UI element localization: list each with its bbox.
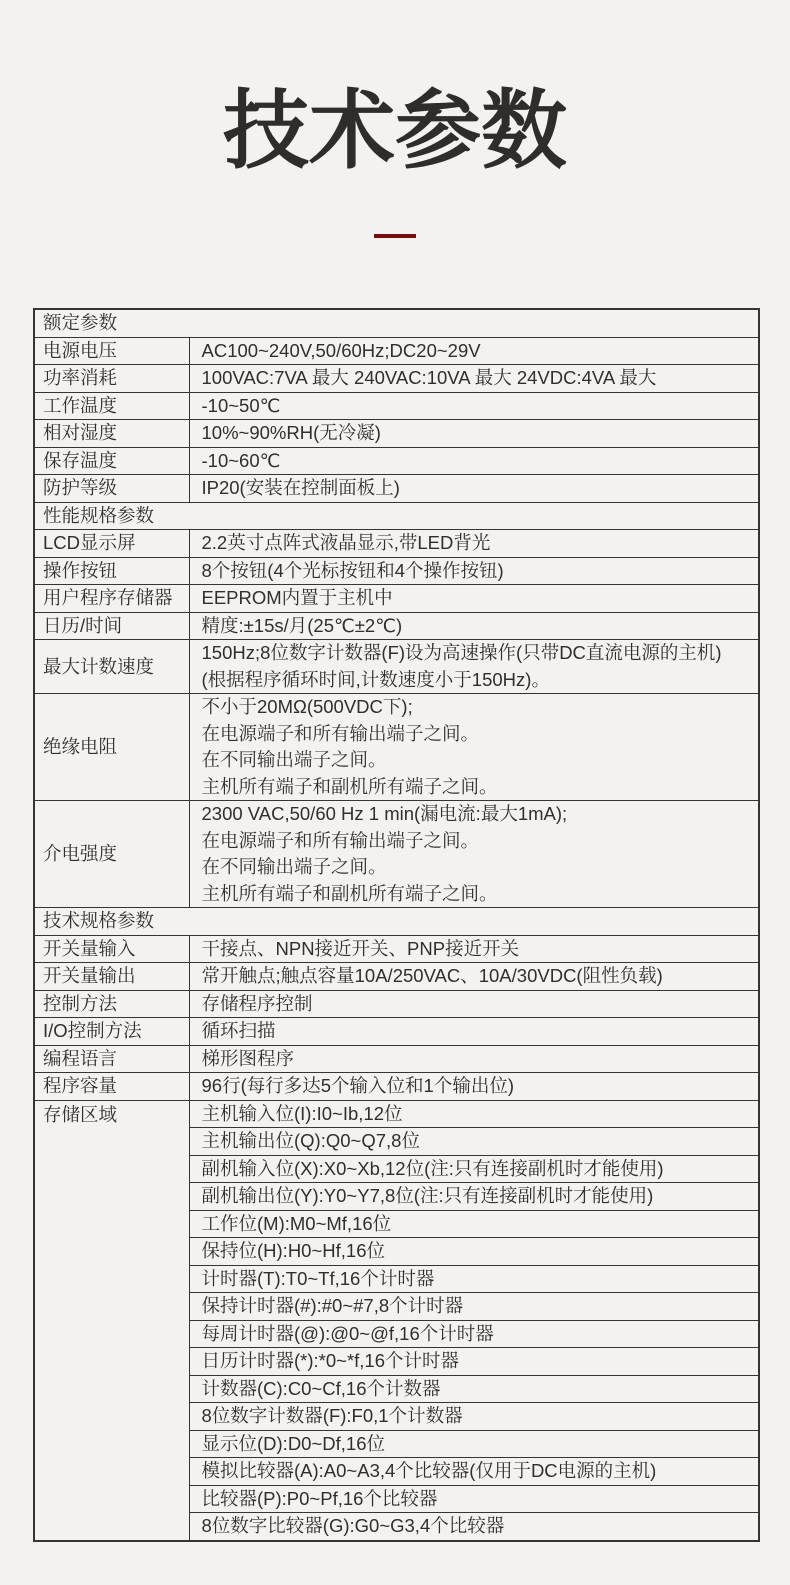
spec-value bbox=[189, 801, 759, 908]
spec-value bbox=[189, 365, 759, 393]
table-row bbox=[34, 420, 759, 448]
spec-label: 介电强度 bbox=[34, 801, 189, 908]
spec-value-line: 不小于20MΩ(500VDC下); bbox=[201, 696, 413, 718]
table-row bbox=[34, 990, 759, 1018]
spec-value bbox=[189, 694, 759, 801]
spec-label: 控制方法 bbox=[34, 990, 189, 1018]
table-row bbox=[34, 1100, 759, 1128]
spec-label: 编程语言 bbox=[34, 1045, 189, 1073]
spec-value bbox=[189, 963, 759, 991]
table-row bbox=[34, 801, 759, 908]
table-row bbox=[34, 963, 759, 991]
storage-item: 计时器(T):T0~Tf,16个计时器 bbox=[189, 1265, 759, 1293]
spec-value bbox=[189, 1018, 759, 1046]
table-row bbox=[34, 1045, 759, 1073]
section-header: 性能规格参数 bbox=[34, 502, 759, 530]
table-row bbox=[34, 447, 759, 475]
specs-table-body bbox=[34, 309, 759, 1541]
spec-value bbox=[189, 1045, 759, 1073]
storage-item: 显示位(D):D0~Df,16位 bbox=[189, 1430, 759, 1458]
spec-value-line: 精度:±15s/月(25℃±2℃) bbox=[201, 614, 403, 636]
spec-value bbox=[189, 420, 759, 448]
storage-item: 保持位(H):H0~Hf,16位 bbox=[189, 1238, 759, 1266]
spec-value-line: -10~60℃ bbox=[201, 449, 281, 471]
table-row bbox=[34, 640, 759, 694]
spec-value bbox=[189, 475, 759, 503]
spec-value bbox=[189, 990, 759, 1018]
spec-label: 程序容量 bbox=[34, 1073, 189, 1101]
spec-value-line: 10%~90%RH(无冷凝) bbox=[201, 422, 381, 444]
table-row bbox=[34, 365, 759, 393]
table-row bbox=[34, 475, 759, 503]
spec-label: 开关量输入 bbox=[34, 935, 189, 963]
storage-item: 8位数字计数器(F):F0,1个计数器 bbox=[189, 1403, 759, 1431]
spec-value-line: 主机所有端子和副机所有端子之间。 bbox=[201, 882, 498, 904]
storage-item: 每周计时器(@):@0~@f,16个计时器 bbox=[189, 1320, 759, 1348]
spec-label: 保存温度 bbox=[34, 447, 189, 475]
spec-label: 用户程序存储器 bbox=[34, 585, 189, 613]
table-row bbox=[34, 1073, 759, 1101]
spec-label: 工作温度 bbox=[34, 392, 189, 420]
table-row bbox=[34, 694, 759, 801]
spec-value-line: 150Hz;8位数字计数器(F)设为高速操作(只带DC直流电源的主机) bbox=[201, 642, 722, 664]
table-row bbox=[34, 585, 759, 613]
page-title: 技术参数 bbox=[223, 83, 567, 179]
spec-value bbox=[189, 447, 759, 475]
spec-label: 开关量输出 bbox=[34, 963, 189, 991]
spec-value-line: 干接点、NPN接近开关、PNP接近开关 bbox=[201, 937, 520, 959]
storage-item: 模拟比较器(A):A0~A3,4个比较器(仅用于DC电源的主机) bbox=[189, 1458, 759, 1486]
table-row bbox=[34, 935, 759, 963]
table-row bbox=[34, 1018, 759, 1046]
spec-value-line: 在电源端子和所有输出端子之间。 bbox=[201, 722, 480, 744]
spec-value bbox=[189, 1073, 759, 1101]
storage-item: 日历计时器(*):*0~*f,16个计时器 bbox=[189, 1348, 759, 1376]
spec-value-line: 2.2英寸点阵式液晶显示,带LED背光 bbox=[201, 532, 491, 554]
spec-label: 相对湿度 bbox=[34, 420, 189, 448]
section-row bbox=[34, 309, 759, 337]
spec-label: 日历/时间 bbox=[34, 612, 189, 640]
storage-item: 保持计时器(#):#0~#7,8个计时器 bbox=[189, 1293, 759, 1321]
spec-value-line: 循环扫描 bbox=[201, 1020, 276, 1042]
spec-label: LCD显示屏 bbox=[34, 530, 189, 558]
spec-value-line: EEPROM内置于主机中 bbox=[201, 587, 393, 609]
spec-value-line: 在电源端子和所有输出端子之间。 bbox=[201, 829, 480, 851]
spec-value-line: AC100~240V,50/60Hz;DC20~29V bbox=[201, 339, 481, 361]
table-row bbox=[34, 392, 759, 420]
spec-value-line: 常开触点;触点容量10A/250VAC、10A/30VDC(阻性负载) bbox=[201, 965, 663, 987]
specs-table bbox=[33, 308, 760, 1542]
section-header: 额定参数 bbox=[34, 309, 759, 337]
spec-label: 电源电压 bbox=[34, 337, 189, 365]
storage-item: 主机输入位(I):I0~Ib,12位 bbox=[189, 1100, 759, 1128]
accent-divider bbox=[374, 234, 416, 238]
spec-value-line: 梯形图程序 bbox=[201, 1047, 295, 1069]
spec-value-line: 在不同输出端子之间。 bbox=[201, 749, 387, 771]
spec-value-line: 在不同输出端子之间。 bbox=[201, 856, 387, 878]
table-row bbox=[34, 557, 759, 585]
spec-value-line: -10~50℃ bbox=[201, 394, 281, 416]
spec-label: 操作按钮 bbox=[34, 557, 189, 585]
spec-value bbox=[189, 530, 759, 558]
storage-item: 工作位(M):M0~Mf,16位 bbox=[189, 1210, 759, 1238]
storage-item: 副机输入位(X):X0~Xb,12位(注:只有连接副机时才能使用) bbox=[189, 1155, 759, 1183]
spec-value-line: (根据程序循环时间,计数速度小于150Hz)。 bbox=[201, 668, 550, 690]
section-row bbox=[34, 908, 759, 936]
spec-value-line: IP20(安装在控制面板上) bbox=[201, 477, 400, 499]
spec-value bbox=[189, 585, 759, 613]
spec-label: 绝缘电阻 bbox=[34, 694, 189, 801]
spec-value bbox=[189, 935, 759, 963]
table-row bbox=[34, 337, 759, 365]
table-row bbox=[34, 612, 759, 640]
spec-label: 最大计数速度 bbox=[34, 640, 189, 694]
spec-label: I/O控制方法 bbox=[34, 1018, 189, 1046]
spec-value-line: 8个按钮(4个光标按钮和4个操作按钮) bbox=[201, 559, 504, 581]
storage-item: 副机输出位(Y):Y0~Y7,8位(注:只有连接副机时才能使用) bbox=[189, 1183, 759, 1211]
storage-item: 8位数字比较器(G):G0~G3,4个比较器 bbox=[189, 1513, 759, 1541]
storage-item: 主机输出位(Q):Q0~Q7,8位 bbox=[189, 1128, 759, 1156]
storage-item: 比较器(P):P0~Pf,16个比较器 bbox=[189, 1485, 759, 1513]
spec-value bbox=[189, 612, 759, 640]
spec-value-line: 主机所有端子和副机所有端子之间。 bbox=[201, 775, 498, 797]
spec-value-line: 100VAC:7VA 最大 240VAC:10VA 最大 24VDC:4VA 最大 bbox=[201, 367, 657, 389]
section-row bbox=[34, 502, 759, 530]
spec-label: 防护等级 bbox=[34, 475, 189, 503]
spec-value bbox=[189, 392, 759, 420]
spec-value-line: 96行(每行多达5个输入位和1个输出位) bbox=[201, 1075, 514, 1097]
spec-value-line: 存储程序控制 bbox=[201, 992, 313, 1014]
spec-value-line: 2300 VAC,50/60 Hz 1 min(漏电流:最大1mA); bbox=[201, 803, 568, 825]
table-row bbox=[34, 530, 759, 558]
spec-value bbox=[189, 337, 759, 365]
spec-label: 存储区域 bbox=[34, 1100, 189, 1541]
spec-label: 功率消耗 bbox=[34, 365, 189, 393]
spec-value bbox=[189, 557, 759, 585]
section-header: 技术规格参数 bbox=[34, 908, 759, 936]
storage-item: 计数器(C):C0~Cf,16个计数器 bbox=[189, 1375, 759, 1403]
spec-value bbox=[189, 640, 759, 694]
